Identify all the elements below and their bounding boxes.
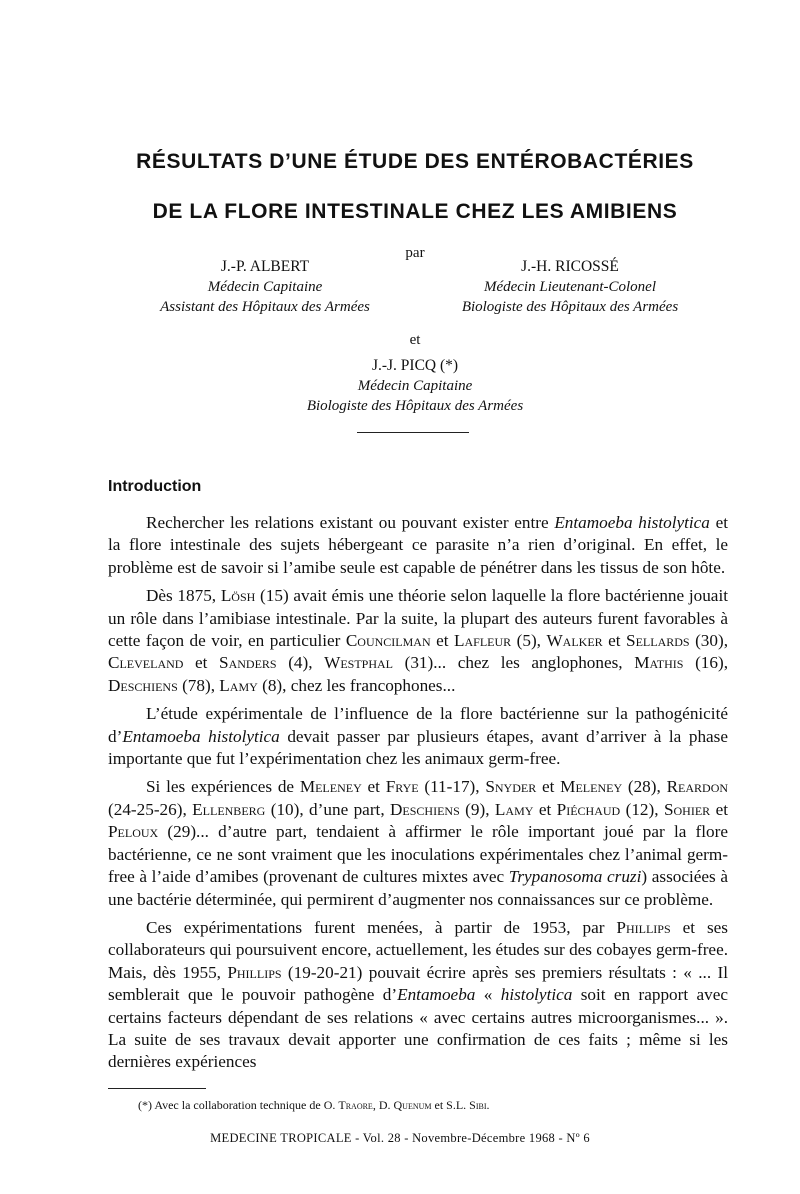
author-ref: Lamy (494, 799, 534, 819)
text: et (533, 799, 557, 819)
author-ref: Sibi (469, 1098, 487, 1112)
text: (78), (177, 675, 220, 695)
author-affiliation: Biologiste des Hôpitaux des Armées (461, 299, 679, 315)
author-role: Médecin Capitaine (207, 279, 323, 295)
author-role: Médecin Lieutenant-Colonel (483, 279, 657, 295)
author-ref: Deschiens (108, 675, 178, 695)
footnote (138, 1097, 738, 1113)
author-ref: Councilman (345, 631, 431, 651)
text: et (361, 777, 386, 797)
author-ref: Cleveland (108, 653, 184, 673)
author-ref: Peloux (108, 822, 159, 842)
section-heading-introduction: Introduction (108, 478, 202, 495)
author-ref: Ellenberg (192, 799, 266, 819)
author-ref: Lamy (219, 675, 258, 695)
title-line-2: DE LA FLORE INTESTINALE CHEZ LES AMIBIENS (152, 200, 678, 223)
species-name: Entamoeba histolytica (122, 726, 280, 746)
author-ref: Lösh (220, 586, 256, 606)
author-affiliation: Biologiste des Hôpitaux des Armées (306, 398, 524, 414)
text: et S.L. (431, 1098, 470, 1112)
author-ref: Frye (385, 777, 419, 797)
paragraph-5 (108, 917, 728, 1074)
text: (31)... chez les anglophones, (393, 653, 635, 673)
species-name: Entamoeba histolytica (554, 513, 710, 532)
author-ref: Phillips (616, 917, 671, 937)
author-ref: Piéchaud (556, 799, 621, 819)
species-name: Entamoeba (397, 985, 476, 1005)
text: (8), chez les francophones... (257, 675, 456, 695)
text: soit en rapport avec certains facteurs dépendant de ses relations « avec certains autres microorganismes... ». La suite de ses travaux devait apporter une confirmation de ces faits ; même si les dernières expériences (108, 985, 728, 1072)
text: ) associées à une bactérie déterminée, qui permirent d’augmenter nos connaissances sur ce problème. (108, 867, 728, 909)
paragraph-3 (108, 703, 728, 770)
author-ref: Traore (338, 1098, 373, 1112)
text: et (602, 631, 627, 651)
text: (30), (689, 631, 729, 651)
text: Ces expérimentations furent menées, à partir de 1953, par (146, 917, 617, 937)
text: Rechercher les relations existant ou pouvant exister entre (146, 513, 555, 532)
text: . (486, 1098, 490, 1112)
author-ref: Walker (546, 631, 603, 651)
text: et (183, 653, 220, 673)
text: Si les expériences de (146, 777, 300, 797)
text: et ses collaborateurs qui poursuivent encore, actuellement, les études sur des cobayes germ-free. Mais, dès 1955, (108, 917, 728, 982)
paragraph-2 (108, 585, 728, 697)
author-picq (255, 356, 575, 416)
journal-footer: MEDECINE TROPICALE - Vol. 28 - Novembre-Décembre 1968 - Nº 6 (210, 1131, 590, 1145)
author-ref: Meleney (299, 777, 362, 797)
text: (12), (620, 799, 664, 819)
text: (28), (622, 777, 667, 797)
author-ref: Meleney (560, 777, 623, 797)
text: (19-20-21) pouvait écrire après ses premiers résultats : « ... Il semblerait que le pouvoir pathogène d’ (108, 962, 728, 1005)
text: (11-17), (418, 777, 486, 797)
footnote-rule (108, 1088, 206, 1089)
text: (4), (276, 653, 325, 673)
title-separator-rule (357, 432, 469, 433)
title-line-1: RÉSULTATS D’UNE ÉTUDE DES ENTÉROBACTÉRIES (136, 150, 694, 173)
author-name: J.-P. ALBERT (220, 258, 310, 275)
body-text (108, 512, 728, 1080)
paragraph-4 (108, 776, 728, 910)
text: « (475, 985, 501, 1005)
text: , D. (372, 1098, 394, 1112)
paragraph-1 (108, 512, 728, 579)
text: (5), (511, 631, 547, 651)
text: et (536, 777, 561, 797)
text: (24-25-26), (108, 799, 193, 819)
text: et la flore intestinale des sujets hébergeant ce parasite n’a rien d’original. En effet, le problème est de savoir si l’amibe seule est capable de pénétrer dans les tissus de son hôte. (108, 513, 729, 577)
text: (15) avait émis une théorie selon laquelle la flore bactérienne jouait un rôle dans l’amibiase intestinale. Par la suite, la plupart des auteurs furent favorables à cette façon de voir, en particulier (108, 586, 728, 651)
species-name: histolytica (500, 985, 573, 1005)
text: et (430, 631, 454, 651)
author-affiliation: Assistant des Hôpitaux des Armées (160, 299, 370, 315)
species-name: Trypanosoma cruzi (508, 867, 642, 887)
author-ref: Westphal (324, 653, 394, 673)
author-albert (105, 257, 425, 317)
author-ref: Sohier (663, 799, 711, 819)
author-ricosse (410, 257, 730, 317)
author-name: J.-J. PICQ (*) (371, 357, 459, 374)
text: (16), (683, 653, 728, 673)
author-role: Médecin Capitaine (357, 378, 473, 394)
author-ref: Sellards (626, 631, 690, 651)
author-ref: Quenum (393, 1098, 432, 1112)
et-label: et (409, 332, 421, 348)
author-ref: Phillips (227, 962, 282, 982)
author-ref: Snyder (485, 777, 537, 797)
author-ref: Reardon (666, 777, 729, 797)
text: L’étude expérimentale de l’influence de la flore bactérienne sur la pathogénicité d’ (108, 704, 728, 746)
author-ref: Mathis (634, 653, 684, 673)
author-ref: Sanders (219, 653, 277, 673)
par-label: par (405, 245, 425, 261)
author-ref: Deschiens (390, 799, 460, 819)
text: (29)... d’autre part, tendaient à affirmer le rôle important joué par la flore bactérienne, ce ne sont vraiment que les inoculations expérimentales chez l’animal germ-free à l’aide d’amibes (provenant de cultures mixtes avec (108, 822, 728, 887)
text: devait passer par plusieurs étapes, avant d’arriver à la phase importante que fut l’expérimentation chez les animaux germ-free. (108, 726, 729, 769)
text: (9), (459, 799, 495, 819)
author-ref: Lafleur (453, 631, 512, 651)
text: Dès 1875, (146, 586, 221, 606)
text: et (710, 799, 728, 819)
text: (*) Avec la collaboration technique de O. (138, 1098, 339, 1112)
author-name: J.-H. RICOSSÉ (521, 258, 619, 275)
text: (10), d’une part, (265, 799, 391, 819)
